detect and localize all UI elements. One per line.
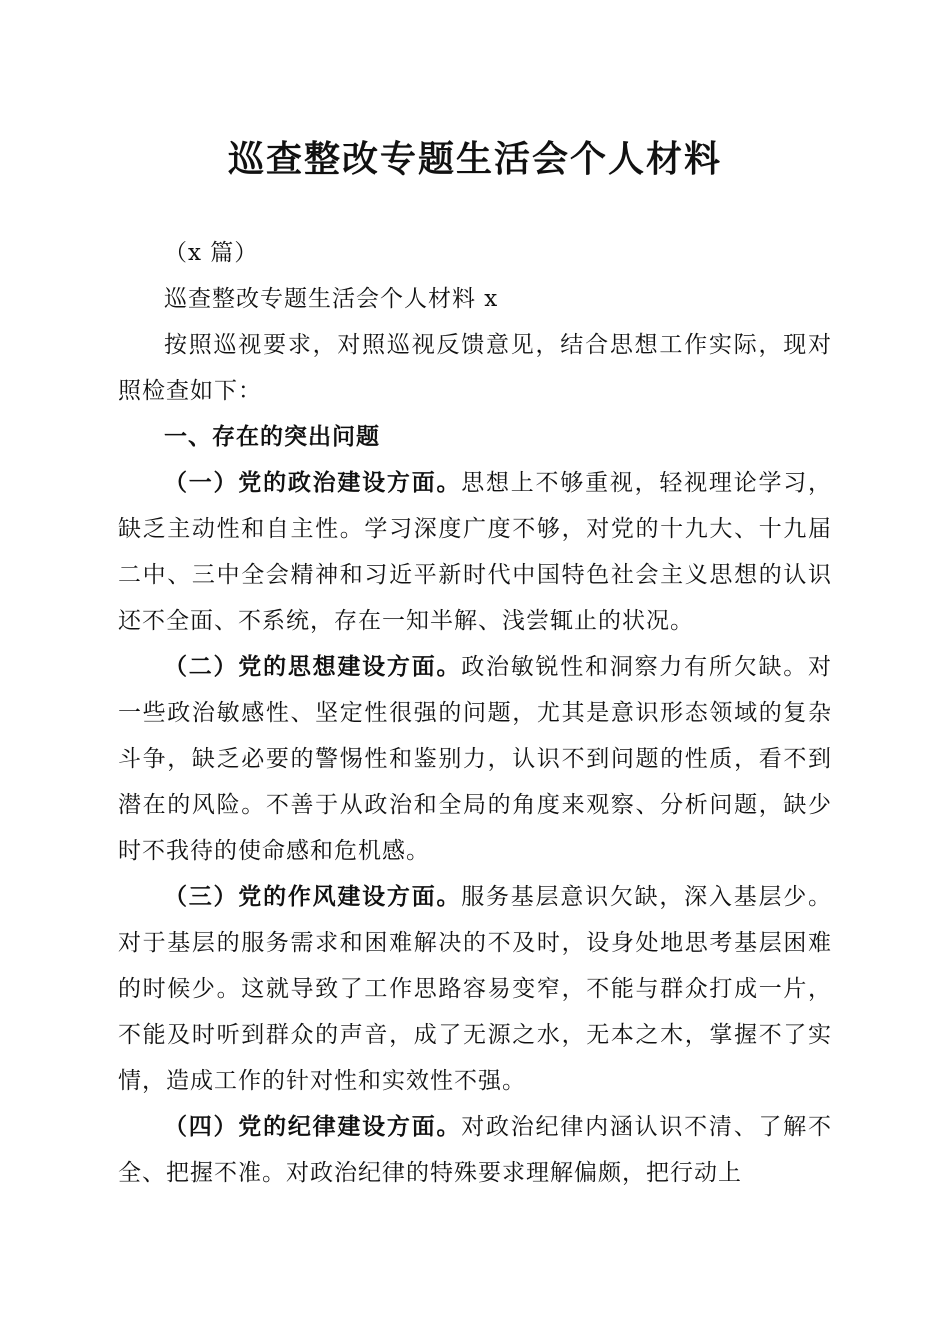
subtitle: （x 篇） xyxy=(164,240,259,266)
paragraph-lead: （二）党的思想建设方面。 xyxy=(164,653,462,680)
intro-paragraph: 按照巡视要求，对照巡视反馈意见，结合思想工作实际，现对照检查如下： xyxy=(118,332,832,404)
paragraph-lead: （四）党的纪律建设方面。 xyxy=(164,1113,462,1140)
paragraph-item xyxy=(118,460,832,644)
paragraph-text: 对政治纪律内涵认识不清、了解不全、把握不准。对政治纪律的特殊要求理解偏颇，把行动上 xyxy=(118,1114,833,1186)
paragraph-text: 政治敏锐性和洞察力有所欠缺。对一些政治敏感性、坚定性很强的问题，尤其是意识形态领域的复杂斗争，缺乏必要的警惕性和鉴别力，认识不到问题的性质，看不到潜在的风险。不善于从政治和全局的角度来观察、分析问题，缺少时不我待的使命感和危机感。 xyxy=(118,654,833,864)
paragraph-item xyxy=(118,1104,832,1196)
paragraph-text: 思想上不够重视，轻视理论学习，缺乏主动性和自主性。学习深度广度不够，对党的十九大、十九届二中、三中全会精神和习近平新时代中国特色社会主义思想的认识还不全面、不系统，存在一知半解、浅尝辄止的状况。 xyxy=(118,470,833,634)
paragraph-item xyxy=(118,874,832,1104)
document-title: 巡查整改专题生活会个人材料 xyxy=(227,139,722,180)
paragraph-text: 服务基层意识欠缺，深入基层少。对于基层的服务需求和困难解决的不及时，设身处地思考基层困难的时候少。这就导致了工作思路容易变窄，不能与群众打成一片，不能及时听到群众的声音，成了无源之水，无本之木，掌握不了实情，造成工作的针对性和实效性不强。 xyxy=(118,884,833,1094)
paragraph-item xyxy=(118,644,832,874)
section-heading: 一、存在的突出问题 xyxy=(164,424,380,450)
document-body xyxy=(118,230,832,1196)
paragraph-lead: （三）党的作风建设方面。 xyxy=(164,883,462,910)
paragraph-lead: （一）党的政治建设方面。 xyxy=(164,469,462,496)
doc-name: 巡查整改专题生活会个人材料 x xyxy=(164,286,499,312)
